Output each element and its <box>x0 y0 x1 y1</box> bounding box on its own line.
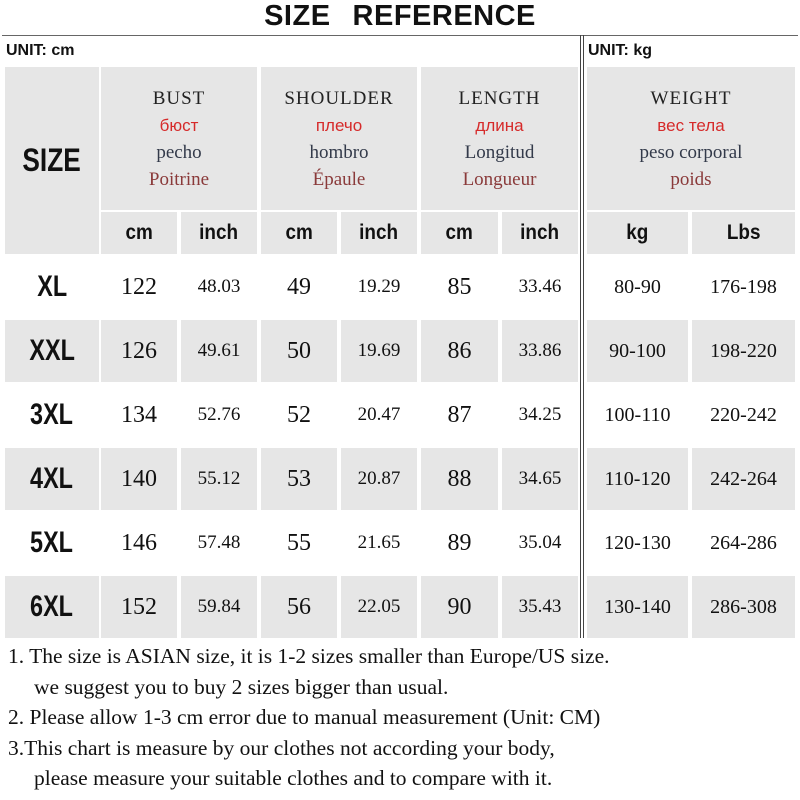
table-cell <box>341 576 417 638</box>
shoulder-inch-cell: 19.69 <box>357 340 401 361</box>
length-inch-cell: 35.04 <box>518 532 562 553</box>
table-cell <box>261 320 337 382</box>
table-cell <box>502 256 578 318</box>
weight-kg-cell: 130-140 <box>604 595 671 618</box>
size-name-cell: 4XL <box>30 462 74 495</box>
length-cm-cell: 85 <box>447 273 472 300</box>
length-cm-cell: 90 <box>447 593 472 620</box>
table-cell <box>181 576 257 638</box>
subheader-length-inch: inch <box>520 221 560 244</box>
bust-inch-cell: 59.84 <box>197 596 241 617</box>
table-cell <box>421 448 498 510</box>
subheader-cell <box>692 212 795 254</box>
shoulder-cm-cell: 52 <box>287 401 311 428</box>
table-cell <box>587 448 688 510</box>
length-cm-cell: 89 <box>447 529 472 556</box>
table-cell <box>421 512 498 574</box>
table-cell <box>421 320 498 382</box>
bust-label-en: BUST <box>152 87 206 109</box>
shoulder-cm-cell: 55 <box>287 529 311 556</box>
shoulder-inch-cell: 20.87 <box>357 468 401 489</box>
subheader-cell <box>261 212 337 254</box>
table-cell <box>181 512 257 574</box>
table-cell <box>341 320 417 382</box>
table-cell <box>502 320 578 382</box>
table-cell <box>261 384 337 446</box>
weight-kg-cell: 80-90 <box>614 275 661 298</box>
shoulder-label-fr: Épaule <box>312 168 366 190</box>
subheader-cell <box>502 212 578 254</box>
bust-inch-cell: 55.12 <box>197 468 241 489</box>
table-cell <box>341 512 417 574</box>
bust-inch-cell: 48.03 <box>197 276 241 297</box>
subheader-weight-lbs: Lbs <box>726 221 761 244</box>
title-word-reference: REFERENCE <box>352 0 536 32</box>
length-header <box>421 67 578 210</box>
note-1-continued: we suggest you to buy 2 sizes bigger than usual. <box>34 674 449 699</box>
length-label-ru: длина <box>475 115 524 135</box>
unit-label-cm: UNIT: cm <box>6 42 75 59</box>
weight-lbs-cell: 264-286 <box>710 531 777 554</box>
weight-kg-cell: 90-100 <box>609 339 666 362</box>
table-cell <box>5 576 99 638</box>
weight-kg-cell: 120-130 <box>604 531 671 554</box>
table-cell <box>181 448 257 510</box>
subheader-cell <box>101 212 177 254</box>
unit-label-kg: UNIT: kg <box>588 42 652 59</box>
table-cell <box>692 576 795 638</box>
weight-lbs-cell: 176-198 <box>710 275 777 298</box>
table-cell <box>692 384 795 446</box>
subheader-cell <box>181 212 257 254</box>
subheader-bust-cm: cm <box>125 221 153 244</box>
title-word-size: SIZE <box>264 0 331 32</box>
shoulder-inch-cell: 20.47 <box>357 404 401 425</box>
size-name-cell: XL <box>37 270 67 303</box>
table-cell <box>692 256 795 318</box>
weight-label-es: peso corporal <box>639 141 743 163</box>
weight-kg-cell: 100-110 <box>604 403 671 426</box>
length-cm-cell: 86 <box>447 337 472 364</box>
length-inch-cell: 35.43 <box>518 596 562 617</box>
weight-lbs-cell: 198-220 <box>710 339 777 362</box>
length-cm-cell: 87 <box>447 401 472 428</box>
length-label-en: LENGTH <box>458 87 541 109</box>
shoulder-inch-cell: 21.65 <box>357 532 401 553</box>
table-cell <box>502 448 578 510</box>
table-cell <box>502 576 578 638</box>
bust-label-es: pecho <box>156 141 202 163</box>
subheader-cell <box>341 212 417 254</box>
bust-cm-cell: 122 <box>121 273 157 300</box>
size-name-cell: 6XL <box>30 590 74 623</box>
table-cell <box>421 256 498 318</box>
weight-label-ru: вес тела <box>657 115 725 135</box>
bust-cm-cell: 140 <box>121 465 157 492</box>
weight-lbs-cell: 242-264 <box>710 467 777 490</box>
shoulder-cm-cell: 50 <box>287 337 311 364</box>
bust-label-ru: бюст <box>159 115 199 135</box>
table-cell <box>101 576 177 638</box>
table-cell <box>101 512 177 574</box>
notes-block <box>8 641 798 794</box>
length-inch-cell: 33.46 <box>518 276 562 297</box>
note-1: 1. The size is ASIAN size, it is 1-2 sizes smaller than Europe/US size. <box>8 644 610 668</box>
table-cell <box>5 448 99 510</box>
length-cm-cell: 88 <box>447 465 472 492</box>
table-cell <box>181 320 257 382</box>
table-cell <box>692 448 795 510</box>
size-name-cell: XXL <box>29 334 75 367</box>
page-title <box>0 0 800 34</box>
shoulder-cm-cell: 56 <box>287 593 311 620</box>
size-name-cell: 3XL <box>30 398 74 431</box>
table-cell <box>101 448 177 510</box>
subheader-weight-kg: kg <box>626 221 649 244</box>
size-header: SIZE <box>22 142 82 178</box>
table-cell <box>692 320 795 382</box>
table-cell <box>261 512 337 574</box>
shoulder-label-ru: плечо <box>315 115 363 135</box>
subheader-cell <box>421 212 498 254</box>
shoulder-label-es: hombro <box>309 141 369 163</box>
length-label-fr: Longueur <box>462 168 537 190</box>
bust-cm-cell: 134 <box>121 401 157 428</box>
table-cell <box>5 320 99 382</box>
subheader-length-cm: cm <box>445 221 474 244</box>
weight-label-en: WEIGHT <box>650 87 732 109</box>
table-cell <box>587 256 688 318</box>
table-cell <box>421 384 498 446</box>
length-label-es: Longitud <box>464 141 535 163</box>
subheader-shoulder-cm: cm <box>285 221 313 244</box>
shoulder-cm-cell: 53 <box>287 465 311 492</box>
weight-kg-cell: 110-120 <box>604 467 671 490</box>
note-2: 2. Please allow 1-3 cm error due to manual measurement (Unit: CM) <box>8 705 601 729</box>
shoulder-cm-cell: 49 <box>287 273 311 300</box>
length-inch-cell: 34.25 <box>518 404 562 425</box>
table-cell <box>181 256 257 318</box>
length-inch-cell: 33.86 <box>518 340 562 361</box>
bust-inch-cell: 57.48 <box>197 532 241 553</box>
table-cell <box>5 256 99 318</box>
table-cell <box>261 256 337 318</box>
note-3-continued: please measure your suitable clothes and to compare with it. <box>34 766 553 790</box>
table-cell <box>587 512 688 574</box>
table-cell <box>101 320 177 382</box>
shoulder-inch-cell: 22.05 <box>357 596 401 617</box>
table-cell <box>502 512 578 574</box>
table-cell <box>587 576 688 638</box>
table-cell <box>5 512 99 574</box>
subheader-bust-inch: inch <box>199 221 239 244</box>
bust-label-fr: Poitrine <box>148 168 210 190</box>
table-cell <box>587 384 688 446</box>
table-cell <box>261 576 337 638</box>
table-cell <box>101 384 177 446</box>
shoulder-label-en: SHOULDER <box>284 87 394 109</box>
bust-inch-cell: 52.76 <box>197 404 241 425</box>
note-3: 3.This chart is measure by our clothes not according your body, <box>8 735 555 760</box>
table-cell <box>692 512 795 574</box>
subheader-cell <box>587 212 688 254</box>
title-divider <box>2 35 798 36</box>
table-cell <box>587 320 688 382</box>
weight-header <box>587 67 795 210</box>
bust-cm-cell: 146 <box>121 529 157 556</box>
table-cell <box>502 384 578 446</box>
bust-cm-cell: 152 <box>121 593 157 620</box>
weight-lbs-cell: 220-242 <box>710 403 777 426</box>
table-cell <box>341 256 417 318</box>
table-cell <box>421 576 498 638</box>
bust-header <box>101 67 257 210</box>
table-cell <box>101 256 177 318</box>
shoulder-inch-cell: 19.29 <box>357 276 401 297</box>
table-cell <box>261 448 337 510</box>
length-inch-cell: 34.65 <box>518 468 562 489</box>
section-divider-line <box>583 35 584 638</box>
bust-cm-cell: 126 <box>121 337 157 364</box>
weight-label-fr: poids <box>670 168 712 190</box>
size-header-cell <box>5 67 99 254</box>
weight-lbs-cell: 286-308 <box>710 595 777 618</box>
section-divider-line <box>580 35 581 638</box>
bust-inch-cell: 49.61 <box>197 340 241 361</box>
subheader-shoulder-inch: inch <box>359 221 399 244</box>
table-cell <box>5 384 99 446</box>
table-cell <box>181 384 257 446</box>
table-cell <box>341 384 417 446</box>
size-name-cell: 5XL <box>30 526 74 559</box>
shoulder-header <box>261 67 417 210</box>
table-cell <box>341 448 417 510</box>
